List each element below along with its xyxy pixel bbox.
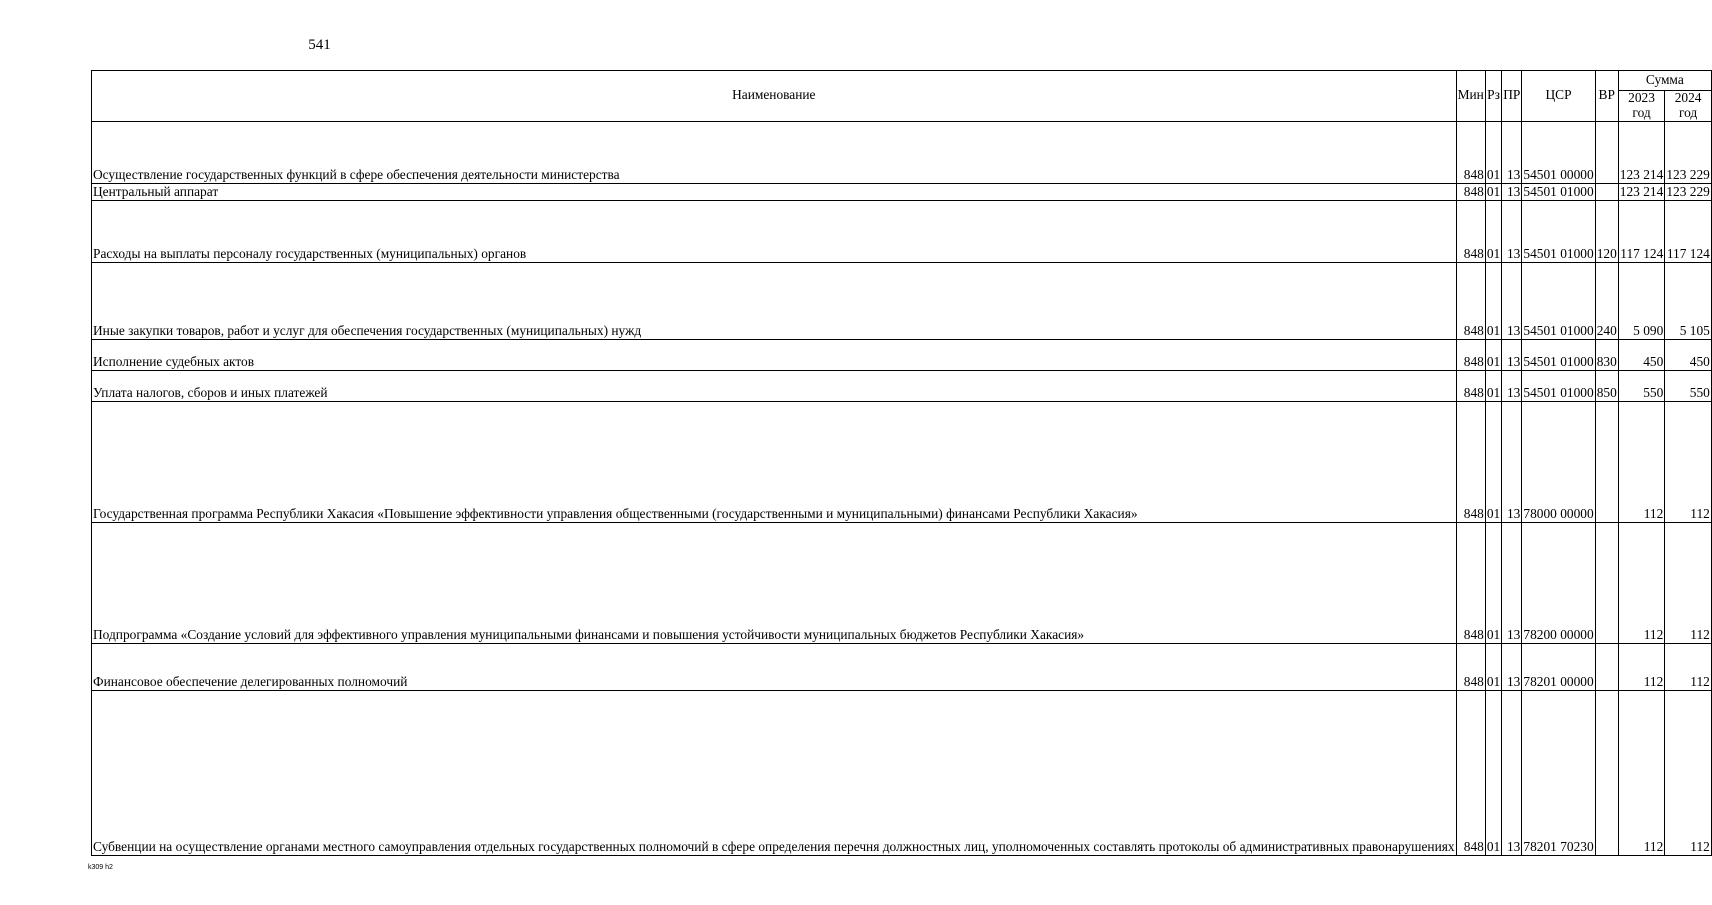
row-vr xyxy=(1595,522,1618,643)
row-rz: 01 xyxy=(1485,370,1501,401)
row-sum-2023: 123 214 xyxy=(1619,183,1664,199)
row-pr: 13 xyxy=(1502,262,1522,339)
row-min: 848 xyxy=(1456,690,1485,855)
row-sum-2023: 550 xyxy=(1618,370,1665,401)
table-row xyxy=(92,121,1712,183)
row-name: Государственная программа Республики Хакасия «Повышение эффективности управления общественными (государственными и муниципальными) финансами Республики Хакасия» xyxy=(92,401,1457,522)
row-sum-2024: 550 xyxy=(1665,370,1712,401)
row-csr: 78201 70230 xyxy=(1522,690,1595,855)
header-year-2024: 2024 год xyxy=(1665,91,1712,122)
row-pr: 13 xyxy=(1502,643,1522,690)
row-csr: 54501 01000 xyxy=(1522,339,1595,370)
row-vr: 850 xyxy=(1595,370,1618,401)
row-sum-2024: 117 124 xyxy=(1665,200,1712,262)
row-rz: 01 xyxy=(1485,690,1501,855)
header-min: Мин xyxy=(1456,71,1485,122)
row-sum-2023: 123 214 xyxy=(1618,121,1665,183)
row-csr: 78200 00000 xyxy=(1522,522,1595,643)
row-sum-2024: 123 229 xyxy=(1665,121,1712,183)
row-sum-2023: 112 xyxy=(1618,643,1665,690)
table-row xyxy=(92,370,1712,401)
row-min: 848 xyxy=(1456,183,1485,200)
header-year-2023: 2023 год xyxy=(1618,91,1665,122)
row-vr xyxy=(1595,643,1618,690)
row-name: Расходы на выплаты персоналу государственных (муниципальных) органов xyxy=(92,200,1457,262)
budget-table xyxy=(91,70,1712,856)
header-rz: Рз xyxy=(1485,71,1501,122)
header-sum: Сумма xyxy=(1618,71,1711,91)
header-pr: ПР xyxy=(1502,71,1522,122)
header-vr: ВР xyxy=(1595,71,1618,122)
row-rz: 01 xyxy=(1485,121,1501,183)
table-row xyxy=(92,643,1712,690)
row-min: 848 xyxy=(1456,401,1485,522)
row-name: Центральный аппарат xyxy=(92,183,1457,200)
row-pr: 13 xyxy=(1502,339,1522,370)
row-vr xyxy=(1595,183,1618,200)
row-sum-2024: 112 xyxy=(1665,643,1712,690)
row-sum-2023: 5 090 xyxy=(1618,262,1665,339)
row-sum-2023: 112 xyxy=(1618,522,1665,643)
row-vr xyxy=(1595,121,1618,183)
row-csr: 54501 01000 xyxy=(1522,262,1595,339)
row-vr xyxy=(1595,690,1618,855)
row-csr: 54501 00000 xyxy=(1522,121,1595,183)
row-min: 848 xyxy=(1456,522,1485,643)
row-sum-2023: 112 xyxy=(1618,401,1665,522)
row-pr: 13 xyxy=(1502,183,1522,200)
row-sum-2024: 450 xyxy=(1665,339,1712,370)
table-body xyxy=(92,121,1712,855)
row-rz: 01 xyxy=(1485,339,1501,370)
row-rz: 01 xyxy=(1485,643,1501,690)
row-sum-2024: 112 xyxy=(1665,401,1712,522)
row-sum-2023: 112 xyxy=(1618,690,1665,855)
row-name: Субвенции на осуществление органами местного самоуправления отдельных государственных полномочий в сфере определения перечня должностных лиц, уполномоченных составлять протоколы об административных правонарушениях xyxy=(92,690,1457,855)
row-rz: 01 xyxy=(1485,401,1501,522)
row-vr xyxy=(1595,401,1618,522)
row-pr: 13 xyxy=(1502,522,1522,643)
row-sum-2024: 112 xyxy=(1665,522,1712,643)
footer-code: k309 h2 xyxy=(88,864,113,871)
row-name: Финансовое обеспечение делегированных полномочий xyxy=(92,643,1457,690)
row-pr: 13 xyxy=(1502,200,1522,262)
row-pr: 13 xyxy=(1502,370,1522,401)
row-csr: 54501 01000 xyxy=(1522,200,1595,262)
row-min: 848 xyxy=(1456,200,1485,262)
header-row xyxy=(92,71,1712,91)
row-name: Осуществление государственных функций в сфере обеспечения деятельности министерства xyxy=(92,121,1457,183)
row-sum-2024: 112 xyxy=(1665,690,1712,855)
table-row xyxy=(92,339,1712,370)
row-csr: 78000 00000 xyxy=(1522,401,1595,522)
row-sum-2024: 5 105 xyxy=(1665,262,1712,339)
row-rz: 01 xyxy=(1485,262,1501,339)
row-min: 848 xyxy=(1456,121,1485,183)
row-vr: 120 xyxy=(1595,200,1618,262)
header-csr: ЦСР xyxy=(1522,71,1595,122)
table-row xyxy=(92,401,1712,522)
row-name: Подпрограмма «Создание условий для эффективного управления муниципальными финансами и повышения устойчивости муниципальных бюджетов Республики Хакасия» xyxy=(92,522,1457,643)
page-number: 541 xyxy=(308,37,331,53)
row-sum-2024: 123 229 xyxy=(1666,183,1710,199)
row-rz: 01 xyxy=(1486,183,1501,199)
row-name: Уплата налогов, сборов и иных платежей xyxy=(92,370,1457,401)
row-vr: 830 xyxy=(1595,339,1618,370)
row-rz: 01 xyxy=(1485,200,1501,262)
row-min: 848 xyxy=(1456,643,1485,690)
row-min: 848 xyxy=(1456,370,1485,401)
header-name: Наименование xyxy=(92,71,1457,122)
row-name: Иные закупки товаров, работ и услуг для обеспечения государственных (муниципальных) нужд xyxy=(92,262,1457,339)
table-row xyxy=(92,183,1712,200)
table-row xyxy=(92,522,1712,643)
row-csr: 54501 01000 xyxy=(1523,183,1594,199)
row-pr: 13 xyxy=(1502,401,1522,522)
row-min: 848 xyxy=(1456,262,1485,339)
row-sum-2023: 450 xyxy=(1618,339,1665,370)
table-row xyxy=(92,262,1712,339)
row-csr: 54501 01000 xyxy=(1522,370,1595,401)
row-pr: 13 xyxy=(1502,121,1522,183)
row-sum-2023: 117 124 xyxy=(1618,200,1665,262)
table-row xyxy=(92,690,1712,855)
row-name: Исполнение судебных актов xyxy=(92,339,1457,370)
row-rz: 01 xyxy=(1485,522,1501,643)
row-pr: 13 xyxy=(1502,690,1522,855)
row-min: 848 xyxy=(1456,339,1485,370)
table-row xyxy=(92,200,1712,262)
row-vr: 240 xyxy=(1595,262,1618,339)
row-csr: 78201 00000 xyxy=(1522,643,1595,690)
